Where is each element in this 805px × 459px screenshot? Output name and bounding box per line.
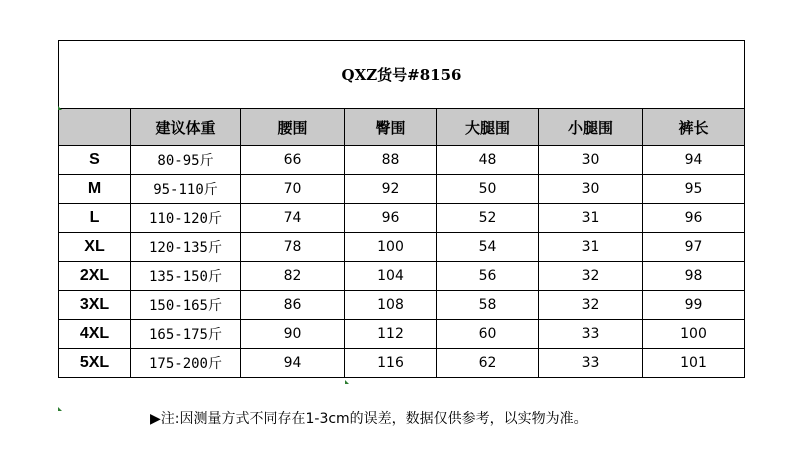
waist-cell: 90 [241,320,345,349]
header-size [59,109,131,146]
header-waist: 腰围 [241,109,345,146]
header-hip: 臀围 [345,109,437,146]
hip-cell: 116 [345,349,437,378]
waist-cell: 66 [241,146,345,175]
corner-marker [58,106,62,110]
disclaimer-note: ▶注:因测量方式不同存在1-3cm的误差，数据仅供参考，以实物为准。 [150,411,588,427]
size-cell: 2XL [59,262,131,291]
table-row [59,349,745,378]
waist-cell: 94 [241,349,345,378]
thigh-cell: 48 [437,146,539,175]
hip-cell: 108 [345,291,437,320]
thigh-cell: 58 [437,291,539,320]
corner-marker [58,407,62,411]
size-cell: XL [59,233,131,262]
weight-cell: 165-175斤 [131,320,241,349]
calf-cell: 30 [539,175,643,204]
waist-cell: 86 [241,291,345,320]
corner-marker [345,380,349,384]
size-cell: 4XL [59,320,131,349]
calf-cell: 32 [539,291,643,320]
waist-cell: 82 [241,262,345,291]
length-cell: 95 [643,175,745,204]
weight-cell: 135-150斤 [131,262,241,291]
calf-cell: 33 [539,320,643,349]
hip-cell: 96 [345,204,437,233]
table-row [59,146,745,175]
weight-cell: 150-165斤 [131,291,241,320]
weight-cell: 175-200斤 [131,349,241,378]
table-row [59,204,745,233]
hip-cell: 88 [345,146,437,175]
thigh-cell: 56 [437,262,539,291]
table-row [59,262,745,291]
hip-cell: 104 [345,262,437,291]
length-cell: 94 [643,146,745,175]
hip-cell: 92 [345,175,437,204]
thigh-cell: 50 [437,175,539,204]
thigh-cell: 52 [437,204,539,233]
calf-cell: 31 [539,204,643,233]
length-cell: 96 [643,204,745,233]
calf-cell: 32 [539,262,643,291]
thigh-cell: 62 [437,349,539,378]
thigh-cell: 54 [437,233,539,262]
waist-cell: 70 [241,175,345,204]
length-cell: 98 [643,262,745,291]
table-row [59,175,745,204]
table-row [59,233,745,262]
header-weight: 建议体重 [131,109,241,146]
weight-cell: 120-135斤 [131,233,241,262]
calf-cell: 30 [539,146,643,175]
weight-cell: 80-95斤 [131,146,241,175]
waist-cell: 78 [241,233,345,262]
size-cell: L [59,204,131,233]
size-cell: S [59,146,131,175]
length-cell: 101 [643,349,745,378]
header-length: 裤长 [643,109,745,146]
header-thigh: 大腿围 [437,109,539,146]
thigh-cell: 60 [437,320,539,349]
header-row [59,109,745,146]
calf-cell: 31 [539,233,643,262]
length-cell: 99 [643,291,745,320]
table-row [59,291,745,320]
length-cell: 97 [643,233,745,262]
table-title: QXZ货号#8156 [59,41,745,109]
hip-cell: 100 [345,233,437,262]
size-cell: 3XL [59,291,131,320]
size-cell: 5XL [59,349,131,378]
size-chart-table [58,40,745,378]
table-row [59,320,745,349]
waist-cell: 74 [241,204,345,233]
header-calf: 小腿围 [539,109,643,146]
calf-cell: 33 [539,349,643,378]
weight-cell: 95-110斤 [131,175,241,204]
length-cell: 100 [643,320,745,349]
weight-cell: 110-120斤 [131,204,241,233]
hip-cell: 112 [345,320,437,349]
size-cell: M [59,175,131,204]
